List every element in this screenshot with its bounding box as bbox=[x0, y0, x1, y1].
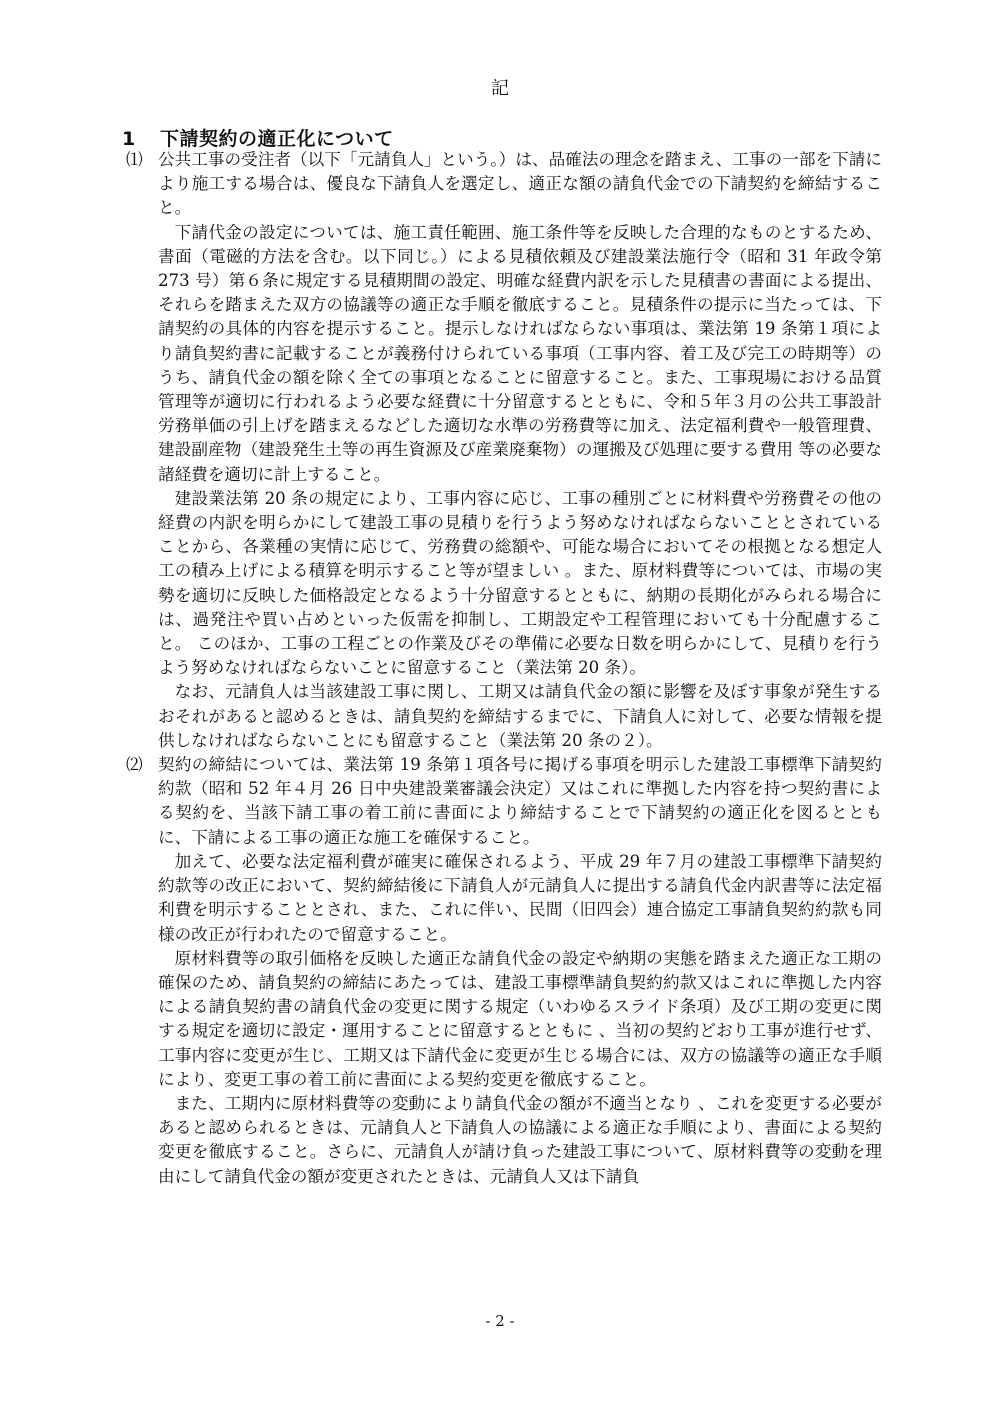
item-2-paragraph-3: 原材料費等の取引価格を反映した適正な請負代金の設定や納期の実態を踏まえた適正な工期の確保のため、請負契約の締結にあたっては、建設工事標準請負契約約款又はこれに準拠した内容による請負契約書の請負代金の変更に関する規定（いわゆるスライド条項）及び工期の変更に関する規定を適切に設定・運用することに留意するとともに 、当初の契約どおり工事が進行せず、工事内容に変更が生じ、工期又は下請代金に変更が生じる場合には、双方の協議等の適正な手順により、変更工事の着工前に書面による契約変更を徹底すること。 bbox=[158, 948, 882, 1089]
item-1-label: ⑴ bbox=[126, 150, 143, 169]
ki-heading: 記 bbox=[491, 78, 509, 99]
section-title: 下請契約の適正化について bbox=[160, 128, 394, 150]
item-1-paragraph-1 bbox=[126, 148, 882, 221]
item-2-paragraph-1-text: 契約の締結については、業法第 19 条第１項各号に掲げる事項を明示した建設工事標準下請契約約款（昭和 52 年４月 26 日中央建設業審議会決定）又はこれに準拠した内容を持つ契約書による契約を、当該下請工事の着工前に書面により締結することで下請契約の適正化を図るとともに、下請による工事の適正な施工を確保すること。 bbox=[158, 755, 882, 847]
item-2-paragraph-2: 加えて、必要な法定福利費が確実に確保されるよう、平成 29 年７月の建設工事標準下請契約約款等の改正において、契約締結後に下請負人が元請負人に提出する請負代金内訳書等に法定福利費を明示することとされ、また、これに伴い、民間（旧四会）連合協定工事請負契約約款も同様の改正が行われたので留意すること。 bbox=[158, 851, 882, 944]
item-1-paragraph-2: 下請代金の設定については、施工責任範囲、施工条件等を反映した合理的なものとするため、書面（電磁的方法を含む。以下同じ。）による見積依頼及び建設業法施行令（昭和 31 年政令第 273 号）第６条に規定する見積期間の設定、明確な経費内訳を示した見積書の書面による提出、それらを踏まえた双方の協議等の適正な手順を徹底すること。見積条件の提示に当たっては、下請契約の具体的内容を提示すること。提示しなければならない事項は、業法第 19 条第１項により請負契約書に記載することが義務付けられている事項（工事内容、着工及び完工の時期等）のうち、請負代金の額を除く全ての事項となることに留意すること。また、工事現場における品質管理等が適切に行われるよう必要な経費に十分留意するとともに、令和５年３月の公共工事設計労務単価の引上げを踏まえるなどした適切な水準の労務費等に加え、法定福利費や一般管理費、建設副産物（建設発生土等の再生資源及び産業廃棄物）の運搬及び処理に要する費用 等の必要な諸経費を適切に計上すること。 bbox=[158, 222, 882, 484]
item-2-paragraph-1 bbox=[126, 753, 882, 850]
document-body bbox=[126, 148, 882, 1189]
page-number: - 2 - bbox=[485, 1312, 515, 1330]
item-1-paragraph-4: なお、元請負人は当該建設工事に関し、工期又は請負代金の額に影響を及ぼす事象が発生するおそれがあると認めるときは、請負契約を締結するまでに、下請負人に対して、必要な情報を提供しなければならないことにも留意すること（業法第 20 条の２）。 bbox=[158, 682, 882, 750]
item-2-paragraph-4: また、工期内に原材料費等の変動により請負代金の額が不適当となり 、これを変更する必要があると認められるときは、元請負人と下請負人の協議による適正な手順により、書面による契約変更を徹底すること。さらに、元請負人が請け負った建設工事について、原材料費等の変動を理由にして請負代金の額が変更されたときは、元請負人又は下請負 bbox=[158, 1093, 882, 1186]
item-1-paragraph-1-text: 公共工事の受注者（以下「元請負人」という。）は、品確法の理念を踏まえ、工事の一部を下請により施工する場合は、優良な下請負人を選定し、適正な額の請負代金での下請契約を締結すること。 bbox=[158, 150, 882, 218]
item-2-label: ⑵ bbox=[126, 755, 143, 775]
item-1-paragraph-3: 建設業法第 20 条の規定により、工事内容に応じ、工事の種別ごとに材料費や労務費その他の経費の内訳を明らかにして建設工事の見積りを行うよう努めなければならないこととされていることから、各業種の実情に応じて、労務費の総額や、可能な場合においてその根拠となる想定人工の積み上げによる積算を明示すること等が望ましい 。また、原材料費等については、市場の実勢を適切に反映した価格設定となるよう十分留意するとともに、納期の長期化がみられる場合には、過発注や買い占めといった仮需を抑制し、工期設定や工程管理においても十分配慮すること。 このほか、工事の工程ごとの作業及びその準備に必要な日数を明らかにして、見積りを行うよう努めなければならないことに留意すること（業法第 20 条）。 bbox=[158, 488, 882, 678]
section-number: 1 bbox=[122, 128, 136, 150]
section-heading bbox=[122, 124, 394, 151]
